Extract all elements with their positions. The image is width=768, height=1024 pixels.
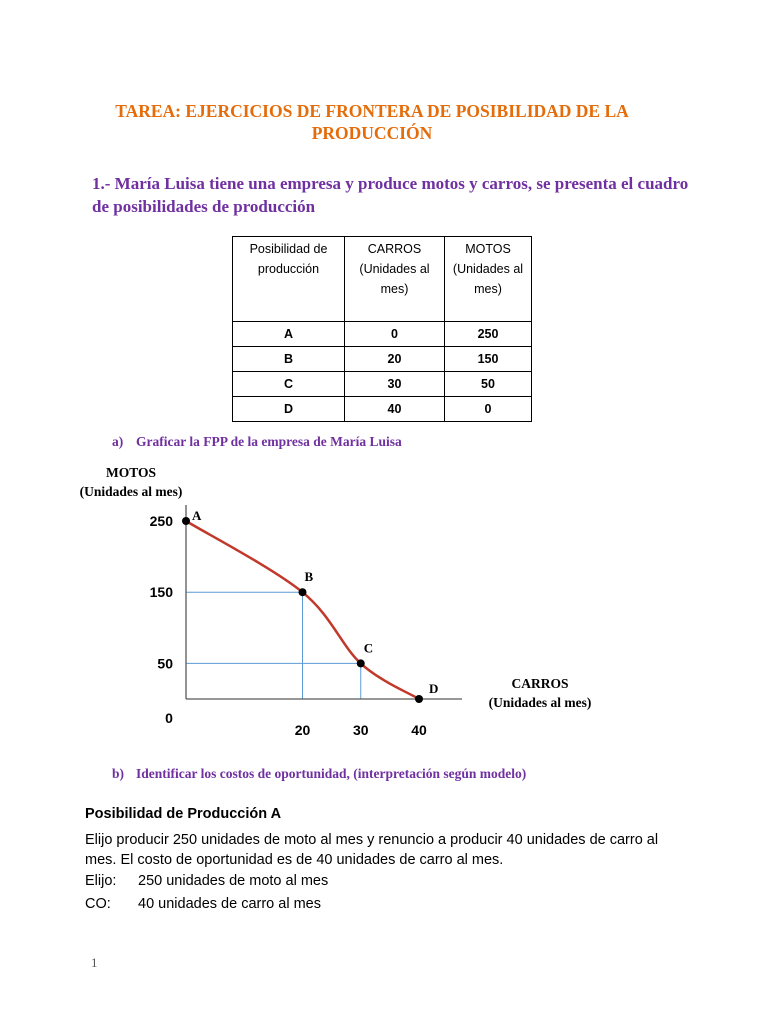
co-key: CO:	[85, 896, 111, 912]
x-tick-label: 30	[352, 722, 369, 738]
table-cell: 40	[345, 397, 445, 422]
elijo-key: Elijo:	[85, 873, 117, 889]
table-cell: 0	[345, 322, 445, 347]
x-axis-label: CARROS (Unidades al mes)	[488, 676, 592, 710]
data-point	[357, 659, 365, 667]
table-cell: D	[233, 397, 345, 422]
section-paragraph: Elijo producir 250 unidades de moto al mes y renuncio a producir 40 unidades de carro al mes. El costo de oportunidad es de 40 unidades de carro al mes.	[85, 832, 659, 868]
table-cell: 20	[345, 347, 445, 372]
table-cell: 50	[445, 372, 532, 397]
subquestion-a	[112, 434, 402, 450]
data-point	[182, 517, 190, 525]
y-tick-label: 150	[149, 584, 173, 601]
table-cell: 30	[345, 372, 445, 397]
title-line-1: TAREA: EJERCICIOS DE FRONTERA DE POSIBILIDAD DE LA	[115, 101, 629, 121]
co-value: 40 unidades de carro al mes	[138, 896, 321, 912]
y-axis-label: MOTOS (Unidades al mes)	[79, 465, 183, 499]
x-tick-label: 20	[294, 722, 311, 738]
table-header-row	[233, 237, 532, 322]
elijo-value: 250 unidades de moto al mes	[138, 873, 329, 889]
point-label: D	[429, 681, 439, 696]
elijo-line	[85, 871, 328, 891]
subquestion-a-label: a)	[112, 434, 124, 449]
point-label: B	[304, 569, 314, 585]
co-line	[85, 894, 321, 914]
data-point	[415, 695, 423, 703]
title-line-2: PRODUCCIÓN	[311, 123, 433, 143]
data-point	[299, 588, 307, 596]
table-cell: 0	[445, 397, 532, 422]
table-cell: 250	[445, 322, 532, 347]
table-cell: 150	[445, 347, 532, 372]
page-number: 1	[91, 955, 98, 970]
origin-label: 0	[165, 710, 173, 726]
table-header-cell: MOTOS (Unidades al mes)	[445, 237, 532, 322]
table-cell: C	[233, 372, 345, 397]
subquestion-b	[112, 766, 526, 782]
table-header-cell: Posibilidad de producción	[233, 237, 345, 322]
subquestion-b-text: Identificar los costos de oportunidad, (interpretación según modelo)	[136, 766, 527, 781]
table-cell: A	[233, 322, 345, 347]
y-tick-label: 50	[157, 655, 173, 672]
x-tick-label: 40	[411, 722, 427, 738]
subquestion-b-label: b)	[112, 766, 125, 781]
subquestion-a-text: Graficar la FPP de la empresa de María Luisa	[136, 434, 402, 449]
table-cell: B	[233, 347, 345, 372]
table-header-cell: CARROS (Unidades al mes)	[345, 237, 445, 322]
section-heading: Posibilidad de Producción A	[85, 806, 282, 822]
ppf-chart	[0, 455, 768, 755]
table-row	[233, 347, 532, 372]
point-label: A	[192, 508, 202, 523]
point-label: C	[363, 640, 374, 656]
possibilities-table	[232, 236, 532, 422]
table-row	[233, 397, 532, 422]
table-row	[233, 322, 532, 347]
table-row	[233, 372, 532, 397]
question-1: 1.- María Luisa tiene una empresa y produce motos y carros, se presenta el cuadro de posibilidades de producción	[92, 174, 689, 216]
y-tick-label: 250	[149, 513, 173, 529]
